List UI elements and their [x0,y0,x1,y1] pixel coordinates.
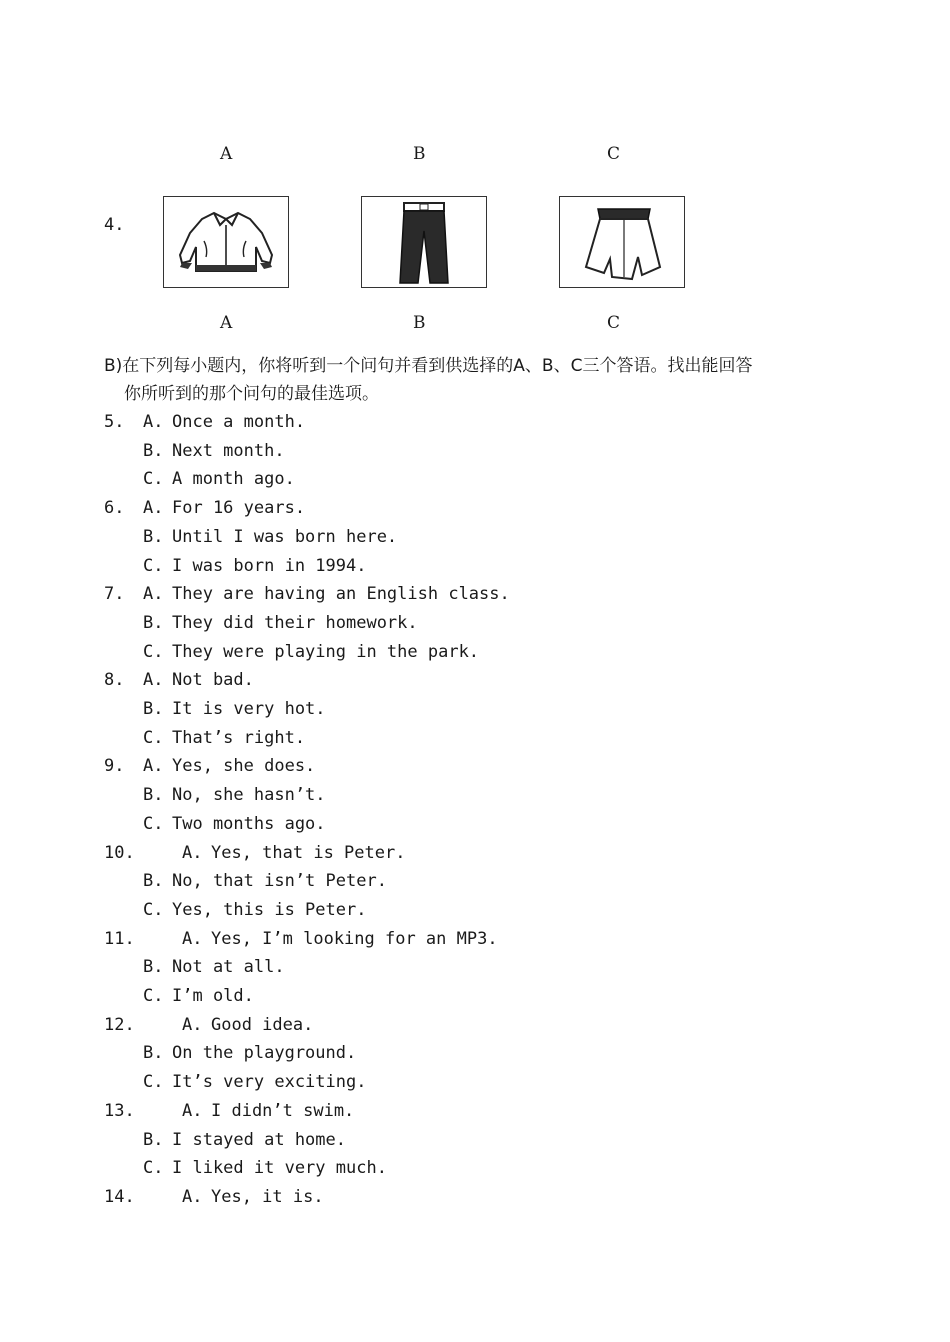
option-text: Until I was born here. [172,526,398,547]
option-label-a: A [220,144,233,164]
option-text: Two months ago. [172,813,326,834]
option-letter: C. [143,899,164,920]
question-number: 9. [104,756,125,777]
option-label-c: C [607,144,621,164]
option-letter: C. [143,555,164,576]
option-letter: A. [143,498,164,519]
option-letter: A. [182,1186,203,1207]
option-text: Yes, that is Peter. [211,842,406,863]
option-text: A month ago. [172,469,295,490]
q4-label-a: A [220,313,233,333]
q4-label-c: C [607,313,621,333]
option-letter: A. [182,1014,203,1035]
option-letter: C. [143,1072,164,1093]
option-text: They did their homework. [172,612,418,633]
option-letter: B. [143,785,164,806]
question-number: 12. [104,1014,135,1035]
instruction-line-2: 你所听到的那个问句的最佳选项。 [124,384,379,404]
picture-option-a [163,196,289,288]
option-text: On the playground. [172,1043,357,1064]
option-letter: C. [143,1158,164,1179]
option-text: They are having an English class. [172,584,510,605]
option-letter: B. [143,612,164,633]
question-number: 4. [104,215,125,235]
option-letter: C. [143,727,164,748]
option-letter: B. [143,526,164,547]
question-number: 13. [104,1100,135,1121]
option-label-b: B [413,144,426,164]
option-text: Yes, she does. [172,756,316,777]
option-letter: A. [143,670,164,691]
option-letter: B. [143,1043,164,1064]
option-text: Next month. [172,440,285,461]
option-text: I’m old. [172,986,254,1006]
option-letter: A. [182,928,203,949]
question-number: 8. [104,670,125,691]
question-number: 14. [104,1186,135,1207]
question-number: 6. [104,498,125,519]
option-letter: A. [143,412,164,432]
option-letter: A. [182,842,203,863]
option-letter: B. [143,957,164,978]
section-b-instructions [104,352,864,408]
option-letter: C. [143,986,164,1006]
option-text: It’s very exciting. [172,1072,367,1093]
option-letter: C. [143,813,164,834]
question-number: 10. [104,842,135,863]
option-text: Good idea. [211,1014,314,1035]
option-letter: A. [143,756,164,777]
option-text: Yes, this is Peter. [172,899,367,920]
question-number: 5. [104,412,125,432]
option-text: Yes, I’m looking for an MP3. [211,928,498,949]
option-letter: A. [143,584,164,605]
option-letter: C. [143,641,164,662]
picture-option-c [559,196,685,288]
option-text: Yes, it is. [211,1186,324,1207]
option-text: Once a month. [172,412,306,432]
q4-label-b: B [413,313,426,333]
option-text: Not at all. [172,957,285,978]
option-text: I didn’t swim. [211,1100,355,1121]
option-letter: C. [143,469,164,490]
option-text: No, she hasn’t. [172,785,326,806]
option-letter: B. [143,1129,164,1150]
option-text: Not bad. [172,670,254,691]
skirt-icon [560,197,684,287]
option-text: I was born in 1994. [172,555,367,576]
option-text: No, that isn’t Peter. [172,871,387,892]
option-text: That’s right. [172,727,306,748]
instruction-line-1: B)在下列每小题内，你将听到一个问句并看到供选择的A、B、C三个答语。找出能回答 [104,356,753,376]
option-letter: B. [143,699,164,719]
option-letter: B. [143,871,164,892]
jacket-icon [164,197,288,287]
option-text: For 16 years. [172,498,306,519]
picture-option-b [361,196,487,288]
option-letter: B. [143,440,164,461]
option-text: I stayed at home. [172,1129,346,1150]
option-text: It is very hot. [172,699,326,719]
option-letter: A. [182,1100,203,1121]
trousers-icon [362,197,486,287]
option-text: They were playing in the park. [172,641,480,662]
question-number: 7. [104,584,125,605]
option-text: I liked it very much. [172,1158,387,1179]
question-number: 11. [104,928,135,949]
